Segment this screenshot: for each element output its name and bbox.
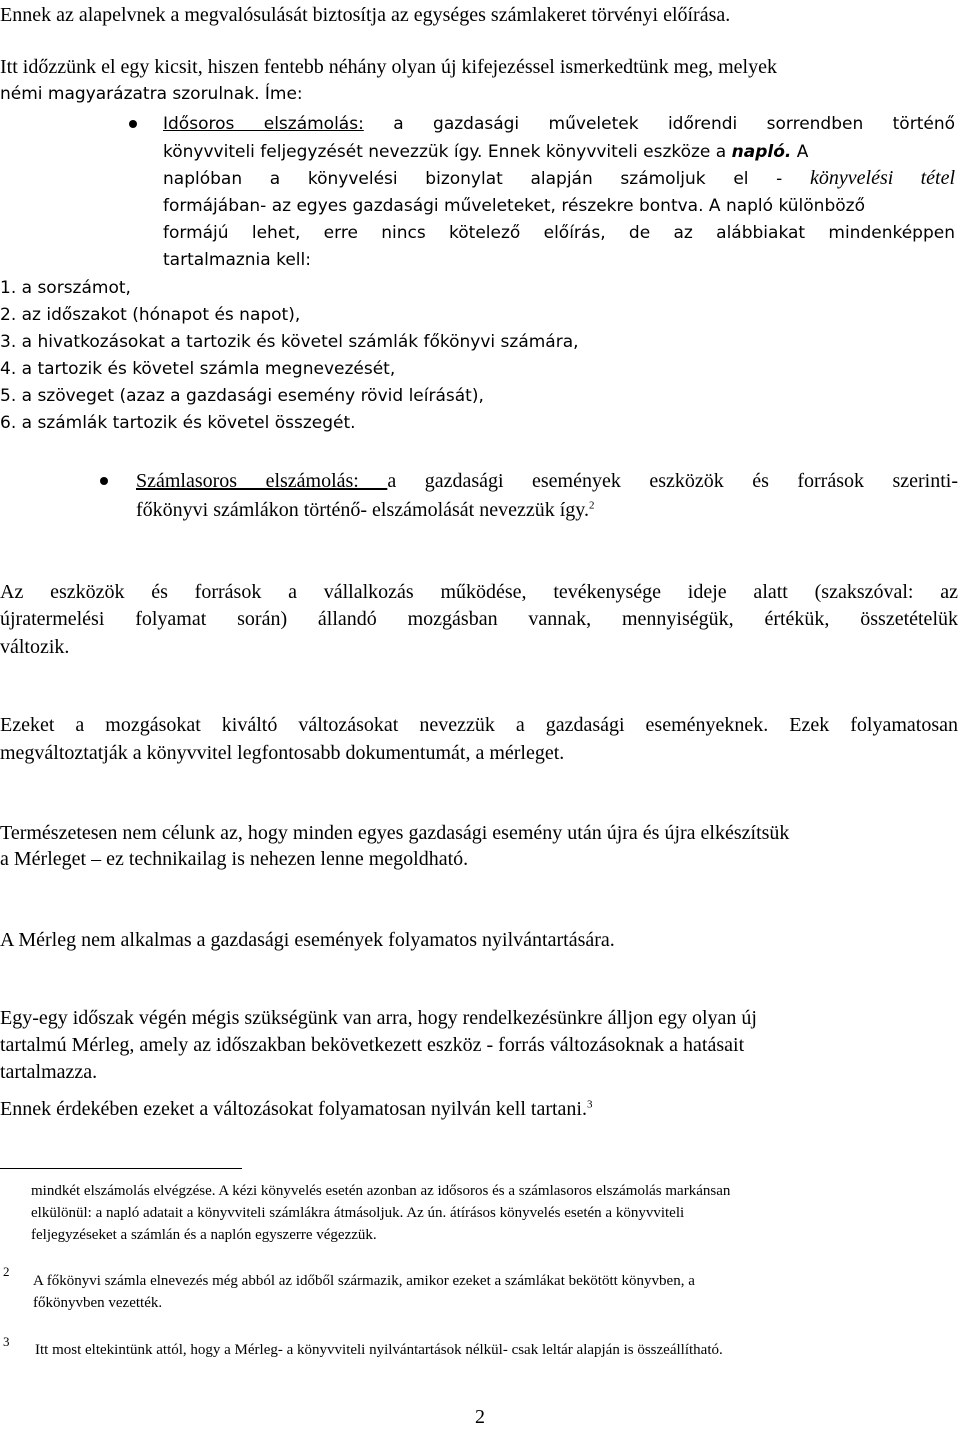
footnote-ref-3[interactable]: 3 — [586, 1098, 593, 1111]
term-naplo: napló. — [731, 142, 792, 162]
footnote-number: 3 — [3, 1334, 10, 1349]
footnote-cont-line-2: elkülönül: a napló adatait a könyvviteli számlákra átmásoljuk. Az ún. átírásos könyvelés esetén a könyvviteli — [31, 1205, 685, 1221]
period-line-2: tartalmú Mérleg, amely az időszakban bekövetkezett eszköz - forrás változásoknak a hatásait — [0, 1034, 745, 1056]
assets-line-3: változik. — [0, 636, 70, 658]
natural-line-2: a Mérleget – ez technikailag is nehezen lenne megoldható. — [0, 848, 469, 870]
explain-line-1: Itt időzzünk el egy kicsit, hiszen fentebb néhány olyan új kifejezéssel ismerkedtünk meg, melyek — [0, 56, 777, 78]
bullet1-line-3 — [163, 165, 955, 192]
bullet1-line-6: tartalmaznia kell: — [163, 250, 311, 270]
final-paragraph — [0, 1096, 592, 1122]
bullet1-line-2-end: A — [791, 142, 809, 162]
period-line-3: tartalmazza. — [0, 1061, 98, 1083]
not-suitable-paragraph: A Mérleg nem alkalmas a gazdasági események folyamatos nyilvántartására. — [0, 929, 615, 951]
list-item: 5. a szöveget (azaz a gazdasági esemény rövid leírását), — [0, 386, 484, 406]
term-szamlasoros: Számlasoros elszámolás: — [136, 470, 388, 492]
list-item: 2. az időszakot (hónapot és napot), — [0, 305, 301, 325]
list-item: 6. a számlák tartozik és követel összegét. — [0, 413, 356, 433]
bullet1-line-5: formájú lehet, erre nincs kötelező előírás, de az alábbiakat mindenképpen — [163, 223, 955, 243]
footnote-number: 2 — [3, 1264, 10, 1279]
bullet-marker — [129, 120, 137, 128]
term-idosoros: Idősoros elszámolás: — [163, 114, 364, 134]
bullet2-line-1-text: a gazdasági események eszközök és források szerinti- — [387, 470, 958, 492]
term-konyvelesi-tetel: könyvelési tétel — [810, 167, 955, 189]
natural-line-1: Természetesen nem célunk az, hogy minden egyes gazdasági esemény után újra és újra elkészítsük — [0, 822, 790, 844]
bullet2-line-2 — [136, 497, 595, 523]
footnote-separator — [0, 1168, 242, 1169]
assets-line-1: Az eszközök és források a vállalkozás működése, tevékenysége ideje alatt (szakszóval: az — [0, 581, 958, 603]
bullet1-line-3-text: naplóban a könyvelési bizonylat alapján számoljuk el - — [163, 169, 811, 189]
bullet2-line-2-text: főkönyvi számlákon történő- elszámolását nevezzük így. — [136, 499, 589, 521]
list-item: 3. a hivatkozásokat a tartozik és követel számlák főkönyvi számára, — [0, 332, 579, 352]
intro-paragraph: Ennek az alapelvnek a megvalósulását biztosítja az egységes számlakeret törvényi előírása. — [0, 4, 731, 26]
bullet1-line-2-text: könyvviteli feljegyzését nevezzük így. Ennek könyvviteli eszköze a — [163, 142, 732, 162]
footnote-cont-line-1: mindkét elszámolás elvégzése. A kézi könyvelés esetén azonban az idősoros és a számlasoros elszámolás markánsan — [31, 1183, 731, 1199]
footnote-2-line-2: főkönyvben vezették. — [33, 1295, 163, 1311]
footnote-cont-line-3: feljegyzéseket a számlán és a naplón egyszerre végezzük. — [31, 1227, 377, 1243]
period-line-1: Egy-egy időszak végén mégis szükségünk van arra, hogy rendelkezésünkre álljon egy olyan új — [0, 1007, 757, 1029]
events-line-2: megváltoztatják a könyvvitel legfontosabb dokumentumát, a mérleget. — [0, 742, 565, 764]
events-line-1: Ezeket a mozgásokat kiváltó változásokat nevezzük a gazdasági eseményeknek. Ezek folyamatosan — [0, 714, 958, 736]
footnote-2-line-1: A főkönyvi számla elnevezés még abból az időből származik, amikor ezeket a számlákat bekötött könyvben, a — [33, 1273, 695, 1289]
footnote-3-line-1: Itt most eltekintünk attól, hogy a Mérleg- a könyvviteli nyilvántartások nélkül- csak leltár alapján is összeállítható. — [35, 1342, 723, 1358]
bullet1-line-2 — [163, 139, 808, 165]
list-item: 4. a tartozik és követel számla megnevezését, — [0, 359, 396, 379]
explain-line-2: némi magyarázatra szorulnak. Íme: — [0, 84, 303, 104]
bullet1-line-1 — [163, 111, 955, 137]
bullet-marker — [100, 477, 108, 485]
page-number: 2 — [475, 1406, 485, 1428]
bullet1-line-4: formájában- az egyes gazdasági műveleteket, részekre bontva. A napló különböző — [163, 196, 865, 216]
final-paragraph-text: Ennek érdekében ezeket a változásokat folyamatosan nyilván kell tartani. — [0, 1098, 587, 1120]
bullet1-line-1-text: a gazdasági műveletek időrendi sorrendben történő — [363, 114, 955, 134]
list-item: 1. a sorszámot, — [0, 278, 131, 298]
bullet2-line-1 — [136, 468, 958, 494]
assets-line-2: újratermelési folyamat során) állandó mozgásban vannak, mennyiségük, értékük, összetételük — [0, 608, 958, 630]
footnote-ref-2[interactable]: 2 — [589, 499, 595, 512]
